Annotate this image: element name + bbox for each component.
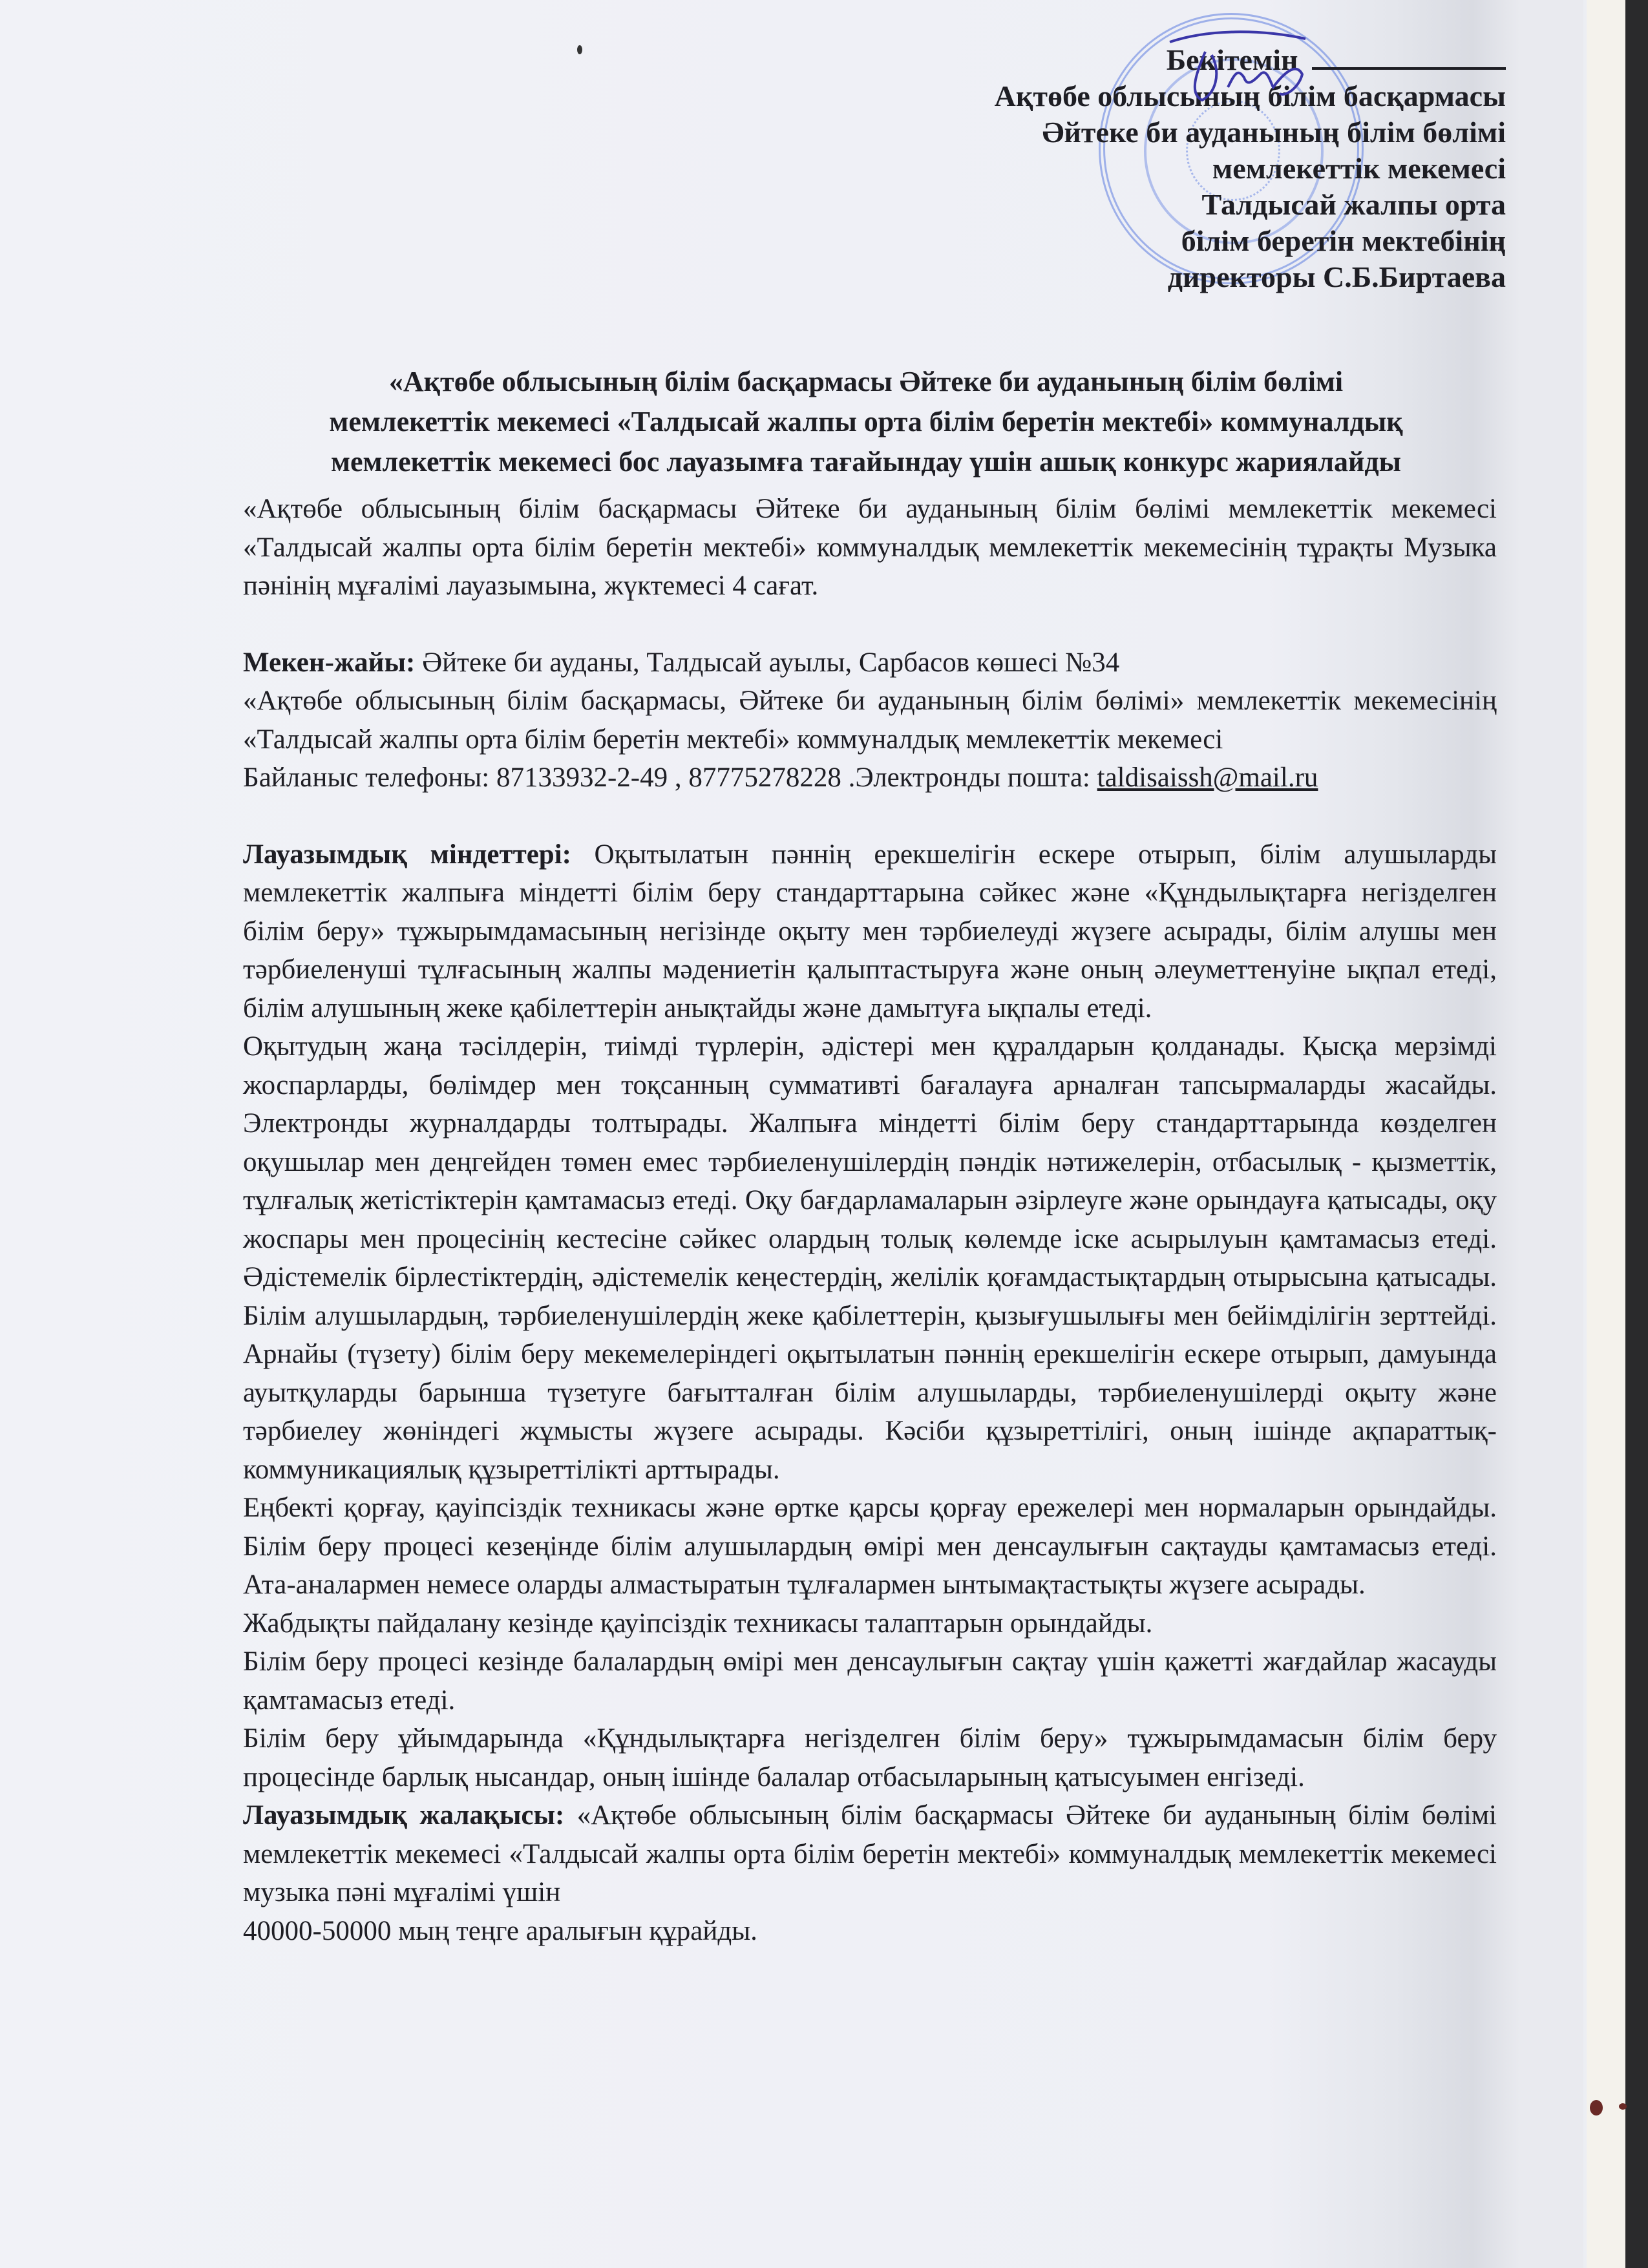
approval-line: білім беретін мектебінің (1181, 224, 1506, 257)
duties-paragraph: Жабдықты пайдалану кезінде қауіпсіздік техникасы талаптарын орындайды. (243, 1608, 1153, 1639)
intro-paragraph: «Ақтөбе облысының білім басқармасы Әйтеке би ауданының білім бөлімі мемлекеттік мекемесі «Талдысай жалпы орта білім беретін мектебі» коммуналдық мемлекеттік мекемесінің тұрақты Музыка пәнінің мұғалімі лауазымына, жүктемесі 4 сағат. (243, 494, 1497, 601)
approval-line: Әйтеке би ауданының білім бөлімі (1042, 116, 1506, 149)
address-value: Әйтеке би ауданы, Талдысай ауылы, Сарбасов көшесі №34 (415, 647, 1120, 678)
approval-line: Талдысай жалпы орта (1201, 188, 1506, 221)
email-link[interactable]: taldisaissh@mail.ru (1097, 762, 1318, 793)
approval-label: Бекітемін (1166, 43, 1298, 76)
spacer (243, 797, 1497, 835)
approval-line: мемлекеттік мекемесі (1212, 152, 1506, 185)
salary-label: Лауазымдық жалақысы: (243, 1800, 565, 1831)
address-label: Мекен-жайы: (243, 647, 416, 678)
signature (1157, 16, 1325, 107)
duties-paragraph: Білім беру ұйымдарында «Құндылықтарға негізделген білім беру» тұжырымдамасын білім беру процесінде барлық нысандар, оның ішінде балалар отбасыларының қатысуымен енгізеді. (243, 1723, 1497, 1792)
duties-text: Оқытылатын пәннің ерекшелігін ескере отырып, білім алушыларды мемлекеттік жалпыға міндетті білім беру стандарттарына сәйкес және «Құндылықтарға негізделген білім беру» тұжырымдамасының негізінде оқыту мен тәрбиелеуді жүзеге асырады, білім алушы мен тәрбиеленуші тұлғасының жалпы мәдениетін қалыптастыруға және оның әлеуметтенуіне ықпал етеді, білім алушының жеке қабілеттерін анықтайды және дамытуға ықпалы етеді. (243, 839, 1497, 1024)
email-label: .Электронды пошта: (841, 762, 1097, 793)
scanner-border (1625, 0, 1648, 2268)
duties-paragraph: Еңбекті қорғау, қауіпсіздік техникасы және өртке қарсы қорғау ережелері мен нормаларын орындайды. Білім беру процесі кезеңінде білім алушылардың өмірі мен денсаулығын сақтауды қамтамасыз етеді. Ата-аналармен немесе оларды алмастыратын тұлғалармен ынтымақтастықты жүзеге асырады. (243, 1493, 1497, 1600)
signature-line (1312, 41, 1506, 70)
contacts-paragraph (243, 759, 1497, 797)
duties-paragraph: Білім беру процесі кезінде балалардың өмірі мен денсаулығын сақтау үшін қажетті жағдайлар жасауды қамтамасыз етеді. (243, 1646, 1497, 1716)
ink-spot (1619, 2103, 1627, 2110)
salary-amount: 40000-50000 мың теңге аралығын құрайды. (243, 1915, 757, 1946)
spacer (243, 605, 1497, 644)
salary-paragraph (243, 1796, 1497, 1912)
address-paragraph (243, 644, 1497, 682)
scan-speck (577, 45, 582, 54)
organization-paragraph: «Ақтөбе облысының білім басқармасы, Әйтеке би ауданының білім бөлімі» мемлекеттік мекемесінің «Талдысай жалпы орта білім беретін мектебі» коммуналдық мемлекеттік мекемесі (243, 686, 1497, 755)
phone-numbers: 87133932-2-49 , 87775278228 (496, 762, 841, 793)
duties-paragraph: Оқытудың жаңа тәсілдерін, тиімді түрлерін, әдістері мен құралдарын қолданады. Қысқа мерзімді жоспарларды, бөлімдер мен тоқсанның суммативті бағалауға арналған тапсырмаларды жасайды. Электронды журналдарды толтырады. Жалпыға міндетті білім беру стандарттарында көзделген оқушылар мен деңгейден төмен емес тәрбиеленушілердің пәндік нәтижелерін, отбасылық - қызметтік, тұлғалық жетістіктерін қамтамасыз етеді. Оқу бағдарламаларын әзірлеуге және орындауға қатысады, оқу жоспары мен процесінің кестесіне сәйкес олардың толық көлемде іске асырылуын қамтамасыз етеді. Әдістемелік бірлестіктердің, әдістемелік кеңестердің, желілік қоғамдастықтардың отырысына қатысады. Білім алушылардың, тәрбиеленушілердің жеке қабілеттерін, қызығушылығы мен бейімділігін зерттейді. Арнайы (түзету) білім беру мекемелеріндегі оқытылатын пәннің ерекшелігін ескере отырып, дамуында ауытқуларды барынша түзетуге бағытталған білім алушыларды, тәрбиеленушілерді оқыту және тәрбиелеу жөніндегі жұмысты жүзеге асырады. Кәсіби құзыреттілігі, оның ішінде ақпараттық-коммуникациялық құзыреттілікті арттырады. (243, 1031, 1497, 1485)
duties-label: Лауазымдық міндеттері: (243, 839, 571, 870)
title-line: мемлекеттік мекемесі бос лауазымға тағайындау үшін ашық конкурс жариялайды (331, 446, 1401, 478)
ink-spot (1590, 2100, 1603, 2116)
title-line: мемлекеттік мекемесі «Талдысай жалпы орта білім беретін мектебі» коммуналдық (329, 406, 1403, 437)
paper-edge (1587, 0, 1625, 2268)
phone-label: Байланыс телефоны: (243, 762, 496, 793)
salary-text: «Ақтөбе облысының білім басқармасы Әйтеке би ауданының білім бөлімі мемлекеттік мекемесі «Талдысай жалпы орта білім беретін мектебі» коммуналдық мемлекеттік мекемесі музыка пәні мұғалімі үшін (243, 1800, 1497, 1907)
document-title (246, 362, 1486, 482)
duties-paragraph (243, 835, 1497, 1028)
title-line: «Ақтөбе облысының білім басқармасы Әйтеке би ауданының білім бөлімі (388, 366, 1344, 397)
approval-line: Ақтөбе облысының білім басқармасы (994, 79, 1506, 112)
approval-line: директоры С.Б.Биртаева (1167, 260, 1506, 293)
document-body (243, 490, 1497, 1950)
